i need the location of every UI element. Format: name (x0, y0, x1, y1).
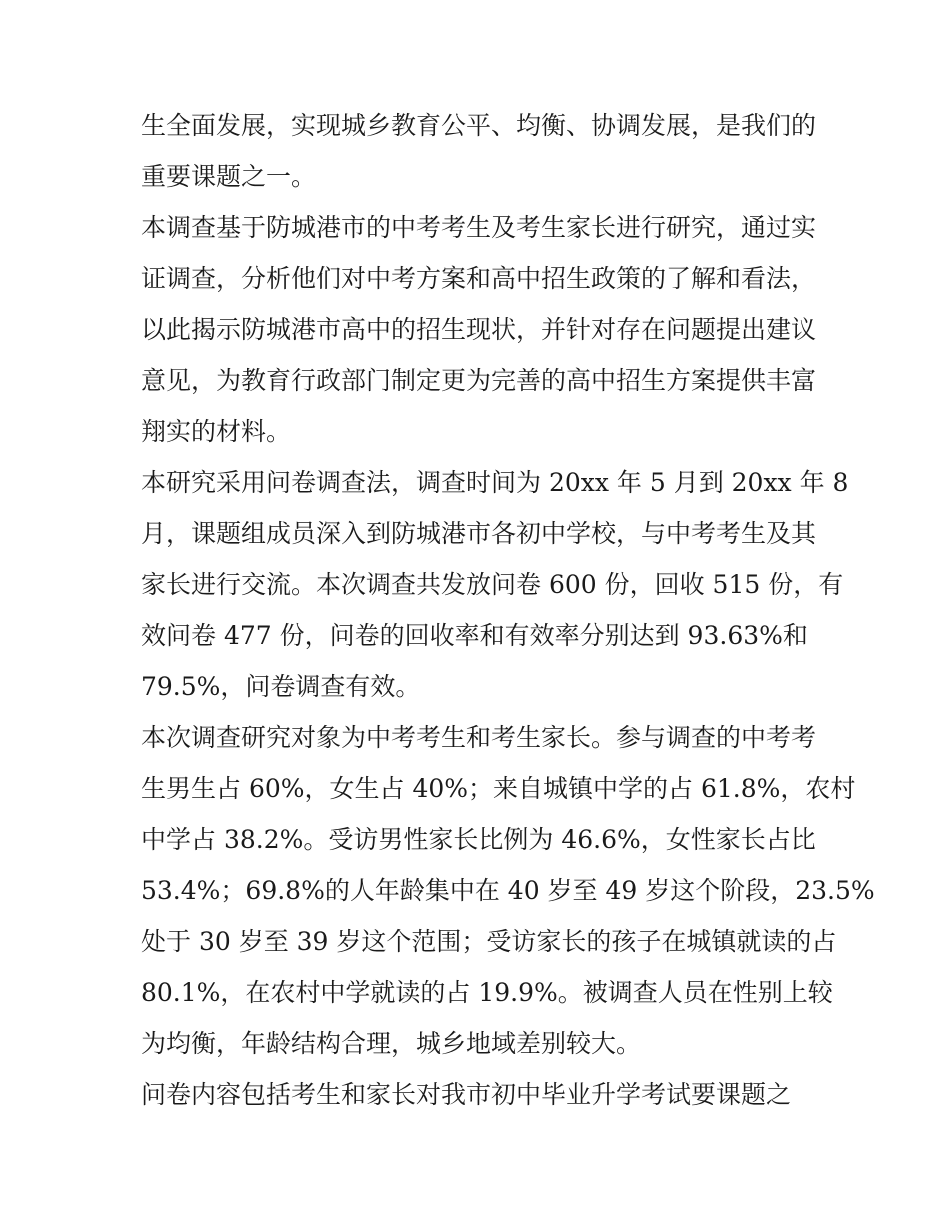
text-line-20: 问卷内容包括考生和家长对我市初中毕业升学考试要课题之 (141, 1080, 792, 1109)
text-line-2: 重要课题之一。 (141, 162, 317, 191)
body-text (141, 100, 875, 1120)
text-line-8: 本研究采用问卷调查法，调查时间为 20xx 年 5 月到 20xx 年 8 (141, 468, 849, 497)
text-line-5: 以此揭示防城港市高中的招生现状，并针对存在问题提出建议 (141, 315, 817, 344)
text-line-17: 处于 30 岁至 39 岁这个范围；受访家长的孩子在城镇就读的占 (141, 927, 837, 956)
text-line-14: 生男生占 60%，女生占 40%；来自城镇中学的占 61.8%，农村 (141, 774, 856, 803)
text-line-9: 月，课题组成员深入到防城港市各初中学校，与中考考生及其 (141, 519, 817, 548)
text-line-3: 本调查基于防城港市的中考考生及考生家长进行研究，通过实 (141, 213, 817, 242)
text-line-10: 家长进行交流。本次调查共发放问卷 600 份，回收 515 份，有 (141, 570, 844, 599)
text-line-15: 中学占 38.2%。受访男性家长比例为 46.6%，女性家长占比 (141, 825, 816, 854)
text-line-11: 效问卷 477 份，问卷的回收率和有效率分别达到 93.63%和 (141, 621, 808, 650)
text-line-1: 生全面发展，实现城乡教育公平、均衡、协调发展，是我们的 (141, 111, 817, 140)
text-line-13: 本次调查研究对象为中考考生和考生家长。参与调查的中考考 (141, 723, 817, 752)
text-line-16: 53.4%；69.8%的人年龄集中在 40 岁至 49 岁这个阶段，23.5% (141, 876, 875, 905)
text-line-19: 为均衡，年龄结构合理，城乡地域差别较大。 (141, 1029, 642, 1058)
text-line-4: 证调查，分析他们对中考方案和高中招生政策的了解和看法， (141, 264, 817, 293)
text-line-6: 意见，为教育行政部门制定更为完善的高中招生方案提供丰富 (141, 366, 817, 395)
text-line-18: 80.1%，在农村中学就读的占 19.9%。被调查人员在性别上较 (141, 978, 833, 1007)
text-line-12: 79.5%，问卷调查有效。 (141, 672, 421, 701)
text-line-7: 翔实的材料。 (141, 417, 292, 446)
